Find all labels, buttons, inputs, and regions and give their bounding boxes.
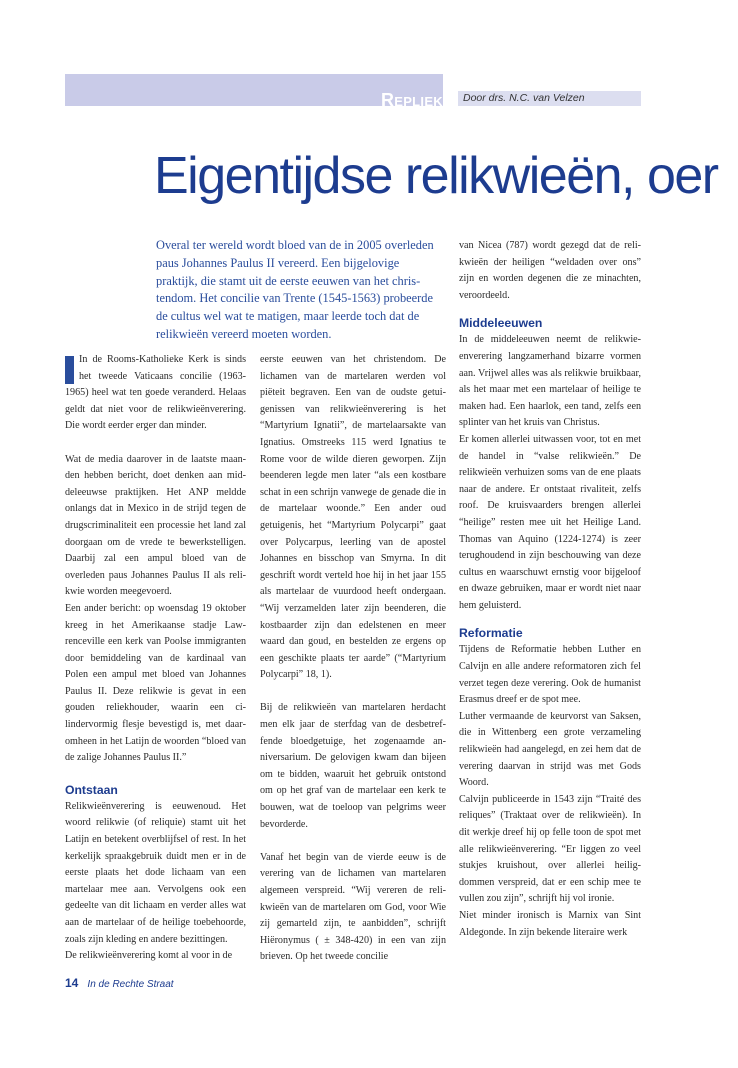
paragraph: Niet minder ironisch is Marnix van Sint Aldegonde. In zijn bekende literaire werk: [459, 909, 641, 938]
text-column-2: [260, 352, 446, 966]
dropcap-bar: [65, 356, 74, 384]
paragraph: Tijdens de Reformatie hebben Luther en Calvijn en alle andere reformatoren zich fel verzet tegen deze verering. Ook de humanist Erasmus dreef er de spot mee.: [459, 644, 641, 706]
section-heading-reformatie: Reformatie: [459, 626, 523, 641]
magazine-name: In de Rechte Straat: [87, 979, 174, 990]
paragraph: In de middeleeuwen neemt de relikwieenverering langzamerhand bizarre vormen aan. Vrijwel alles was als relikwie bruikbaar, als het maar met een martelaar of heilige te maken had. Een haarlok, een tand, zelfs een splinter van het kruis van Christus.: [459, 334, 641, 429]
paragraph: eerste eeuwen van het christendom. De lichamen van de martelaren werden vol piëteit begraven. Een van de oudste getuigenissen van relikwieënverering is het “Martyrium Ignatii”, de martelaarsakte van Ignatius. Omstreeks 115 werd Ignatius te Rome voor de wilde dieren geworpen. Zijn beenderen legde men later “als een kostbare schat in een schrijn vanwege de genade die in de martelaar woonde.” Een ander oud getuigenis, het “Martyrium Polycarpi” gaat over Polycarpus, leerling van de apostel Johannes en bisschop van Smyrna. In dit geschrift wordt verteld hoe hij in het jaar 155 als martelaar de vuurdood heeft ondergaan. “Wij verzamelden later zijn beenderen, die kostbaarder zijn dan edelstenen en meer waard dan goud, en bestelden ze ergens op een geschikte plaats ter aarde” (“Martyrium Polycarpi” 18, 1).: [260, 354, 446, 681]
paragraph: Er komen allerlei uitwassen voor, tot en met de handel in “valse relikwieën.” De relikwieën verhuizen soms van de ene plaats naar de andere. Er ontstaat rivaliteit, zelfs roof. De kruisvaarders brengen allerlei “heilige” resten mee uit het Heilige Land. Thomas van Aquino (1224-1274) is zeer terughoudend in zijn beschouwing van deze cultus en waarschuwt ernstig voor bijgeloof en dwaze gebruiken, maar er wordt niet naar hem geluisterd.: [459, 433, 641, 611]
paragraph: Bij de relikwieën van martelaren herdacht men elk jaar de sterfdag van de desbetreffende bloedgetuige, het zogenaamde anniversarium. De gelovigen kwam dan bijeen om te bidden, waaruit het gebruik ontstond om op het graf van de martelaar een kerk te bouwen, wat de toeloop van pelgrims weer bevorderde.: [260, 702, 446, 830]
text-column-3: [459, 238, 641, 941]
author-box: [458, 91, 641, 106]
paragraph: Luther vermaande de keurvorst van Saksen, die in Wittenberg een grote verzameling relikwieën had aangelegd, en zei hem dat de verering daarvan in strijd was met Gods Woord.: [459, 710, 641, 789]
section-heading-ontstaan: Ontstaan: [65, 782, 118, 797]
paragraph: [65, 352, 246, 435]
paragraph: Vanaf het begin van de vierde eeuw is de verering van de lichamen van martelaren algemeen verspreid. “Wij vereren de relikwieën van de martelaren om God, voor Wie zij gemarteld zijn, te aanbidden”, schrijft Hiëronymus ( ± 348-420) in een van zijn brieven. Op het tweede concilie: [260, 851, 446, 963]
text-column-1: [65, 352, 246, 965]
paragraph: van Nicea (787) wordt gezegd dat de relikwieën der heiligen “weldaden over ons” zijn en worden degenen die ze minachten, veroordeeld.: [459, 240, 641, 301]
paragraph: Wat de media daarover in de laatste maanden hebben bericht, doet denken aan middeleeuwse praktijken. Het ANP meldde onlangs dat in Mexico in de strijd tegen de drugscriminaliteit een processie het land zal doorgaan om de vrede te bewerkstelligen. Daarbij zal een ampul bloed van de overleden paus Johannes Paulus II als relikwie worden meegevoerd.: [65, 453, 246, 598]
section-band: [65, 74, 443, 110]
author-byline: Door drs. N.C. van Velzen: [463, 92, 585, 104]
page-number: 14: [65, 976, 79, 990]
page-footer: [65, 976, 174, 990]
section-heading-middeleeuwen: Middeleeuwen: [459, 316, 543, 331]
paragraph: Een ander bericht: op woensdag 19 oktober kreeg in het Amerikaanse stadje Lawrenceville een kerk van Poolse immigranten door bemiddeling van de kardinaal van Polen een ampul met bloed van Johannes Paulus II. Deze relikwie is gevat in een gouden reliekhouder, waarin een cilindervormig flesje bevestigd is, met daaromheen in het Latijn de woorden “bloed van de zalige Johannes Paulus II.”: [65, 602, 246, 764]
paragraph: Relikwieënverering is eeuwenoud. Het woord relikwie (of reliquie) stamt uit het Latijn en betekent overblijfsel of rest. In het kerkelijk spraakgebruik duidt men er in de eerste plaats het dode lichaam van een martelaar mee aan. Vervolgens ook een gedeelte van dit lichaam en verder alles wat aan de martelaar of de heilige toebehoorde, zoals zijn kleding en andere bezittingen.: [65, 800, 246, 945]
paragraph: Calvijn publiceerde in 1543 zijn “Traité des reliques” (Traktaat over de relikwieën). In dit werkje dreef hij op felle toon de spot met alle relikwieënverering. “Er liggen zo veel stukjes kruishout, over allerlei heiligdommen verspreid, dat er een schip mee te vullen zou zijn”, schrijft hij vol ironie.: [459, 793, 641, 905]
article-title: Eigentijdse relikwieën, oer: [154, 147, 718, 205]
paragraph: De relikwieënverering komt al voor in de: [65, 950, 233, 962]
paragraph-text: In de Rooms-Katholieke Kerk is sinds het tweede Vaticaans concilie (1963-1965) heel wat ten goede veranderd. Helaas geldt dat niet voor de relikwieënverering. Die wordt eerder erger dan minder.: [65, 354, 246, 432]
section-label: Repliek: [380, 90, 443, 110]
article-intro: Overal ter wereld wordt bloed van de in 2005 overleden paus Johannes Paulus II vereerd. Een bijgelovige praktijk, die stamt uit de eerste eeuwen van het christendom. Het concilie van Trente (1545-1563) probeerde de cultus wel wat te matigen, maar leerde toch dat de relikwieën vereerd moeten worden.: [156, 238, 434, 341]
